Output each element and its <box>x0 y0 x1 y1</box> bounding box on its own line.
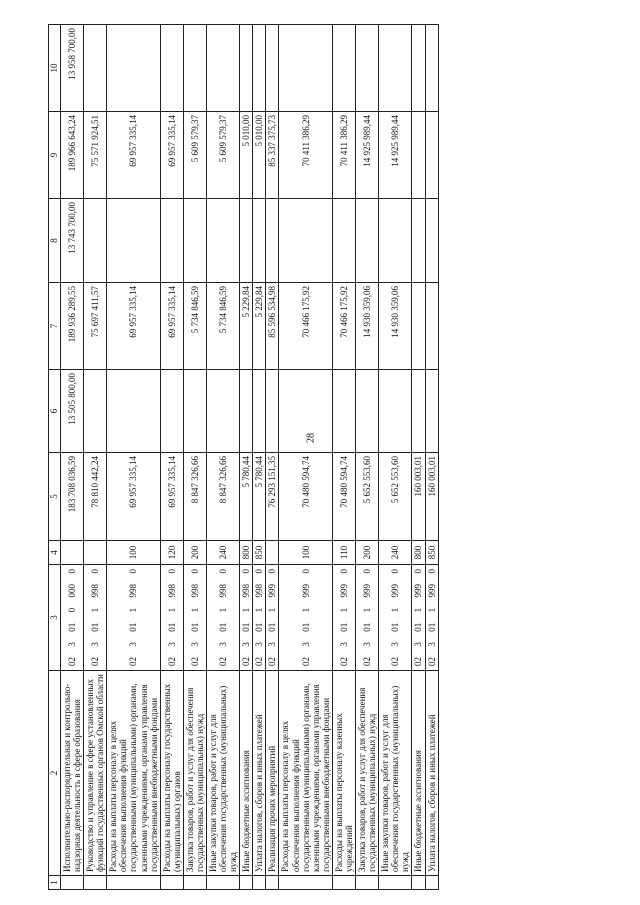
row-c6-cell <box>425 370 438 453</box>
code-part: 3 <box>189 642 200 647</box>
code-part: 1 <box>362 607 373 613</box>
row-c6-cell <box>207 370 240 453</box>
code-part: 3 <box>267 642 278 647</box>
code-parts <box>267 565 277 670</box>
row-c7-cell <box>412 283 425 370</box>
row-c7-cell: 14 930 359,06 <box>356 283 379 370</box>
row-c9-cell: 5 010,00 <box>253 112 266 199</box>
code-parts <box>128 565 138 670</box>
row-code-cell <box>332 565 355 671</box>
page-number: 28 <box>305 433 317 443</box>
row-c9-cell: 5 010,00 <box>240 112 253 199</box>
row-vr-cell <box>84 541 107 565</box>
code-part: 3 <box>218 642 229 647</box>
code-parts <box>413 565 423 670</box>
code-parts <box>218 565 228 670</box>
code-parts <box>254 565 264 670</box>
header-cell: 5 <box>49 453 61 541</box>
code-part: 01 <box>254 622 265 632</box>
row-c5-cell: 8 847 326,66 <box>207 453 240 541</box>
row-c10-cell <box>207 25 240 112</box>
header-cell: 9 <box>49 112 61 199</box>
row-c10-cell <box>266 25 279 112</box>
code-part: 999 <box>413 583 424 598</box>
code-part: 02 <box>426 657 437 666</box>
row-c8-cell <box>266 199 279 283</box>
header-cell: 10 <box>49 25 61 112</box>
rotated-page-content <box>48 25 632 890</box>
code-part: 3 <box>128 642 139 647</box>
code-part: 02 <box>90 657 101 666</box>
row-name-cell: Расходы на выплаты персоналу в целях обеспечения выполнения функций государственными (муниципальными) органами, казенными учреждениями, органами управления государственными внебюджетными фондами <box>279 671 332 876</box>
row-c7-cell: 75 697 411,57 <box>84 283 107 370</box>
row-code-cell <box>84 565 107 671</box>
code-part: 02 <box>338 657 349 666</box>
row-name-cell: Уплата налогов, сборов и иных платежей <box>425 671 438 876</box>
header-cell: 2 <box>49 671 61 876</box>
row-name-cell: Иные бюджетные ассигнования <box>412 671 425 876</box>
row-index-cell <box>240 876 253 890</box>
row-index-cell <box>425 876 438 890</box>
code-part: 01 <box>90 622 101 632</box>
row-code-cell <box>160 565 183 671</box>
row-vr-cell: 850 <box>253 541 266 565</box>
row-c7-cell <box>425 283 438 370</box>
code-part: 02 <box>390 657 401 666</box>
row-c9-cell: 75 571 924,51 <box>84 112 107 199</box>
row-c6-cell <box>107 370 160 453</box>
code-part: 3 <box>338 642 349 647</box>
row-c10-cell <box>412 25 425 112</box>
code-part: 01 <box>67 622 78 632</box>
table-row <box>107 25 160 890</box>
row-c6-cell <box>279 370 332 453</box>
row-c7-cell: 85 596 534,98 <box>266 283 279 370</box>
row-c10-cell: 13 958 700,00 <box>61 25 84 112</box>
code-part: 1 <box>338 607 349 613</box>
code-part: 3 <box>390 642 401 647</box>
code-part: 02 <box>300 657 311 666</box>
row-index-cell <box>84 876 107 890</box>
row-c9-cell: 70 411 386,29 <box>279 112 332 199</box>
row-name-cell: Руководство и управление в сфере установленных функций государственных органов Омской области <box>84 671 107 876</box>
row-c10-cell <box>107 25 160 112</box>
code-part: 000 <box>67 583 78 598</box>
code-part: 0 <box>362 569 373 574</box>
row-code-cell <box>61 565 84 671</box>
row-index-cell <box>332 876 355 890</box>
row-c9-cell: 69 957 335,14 <box>107 112 160 199</box>
code-part: 0 <box>67 607 78 613</box>
table-row <box>84 25 107 890</box>
row-c8-cell <box>332 199 355 283</box>
row-c5-cell: 70 480 594,74 <box>332 453 355 541</box>
row-code-cell <box>356 565 379 671</box>
code-part: 998 <box>254 583 265 598</box>
row-c6-cell <box>253 370 266 453</box>
row-vr-cell: 800 <box>240 541 253 565</box>
row-c5-cell: 69 957 335,14 <box>107 453 160 541</box>
table-row <box>183 25 206 890</box>
row-c6-cell <box>240 370 253 453</box>
row-c5-cell: 160 003,01 <box>412 453 425 541</box>
code-parts <box>90 565 100 670</box>
table-row <box>266 25 279 890</box>
row-c7-cell: 69 957 335,14 <box>107 283 160 370</box>
budget-table <box>48 24 439 890</box>
header-cell: 8 <box>49 199 61 283</box>
row-vr-cell: 120 <box>160 541 183 565</box>
row-name-cell: Реализация прочих мероприятий <box>266 671 279 876</box>
row-name-cell: Иные бюджетные ассигнования <box>240 671 253 876</box>
code-parts <box>167 565 177 670</box>
row-c10-cell <box>160 25 183 112</box>
row-c5-cell: 160 003,01 <box>425 453 438 541</box>
row-vr-cell: 110 <box>332 541 355 565</box>
code-part: 998 <box>166 583 177 598</box>
code-part: 01 <box>362 622 373 632</box>
code-part: 0 <box>413 569 424 574</box>
row-c9-cell <box>412 112 425 199</box>
row-name-cell: Уплата налогов, сборов и иных платежей <box>253 671 266 876</box>
row-c8-cell <box>207 199 240 283</box>
row-code-cell <box>240 565 253 671</box>
row-name-cell: Исполнительно-распорядительная и контрольно-надзорная деятельность в сфере образования <box>61 671 84 876</box>
row-c7-cell: 14 930 359,06 <box>379 283 412 370</box>
code-part: 999 <box>362 583 373 598</box>
code-part: 0 <box>67 569 78 574</box>
row-index-cell <box>379 876 412 890</box>
code-part: 999 <box>390 583 401 598</box>
row-c9-cell: 189 966 643,24 <box>61 112 84 199</box>
code-part: 1 <box>300 607 311 613</box>
table-row <box>379 25 412 890</box>
row-c5-cell: 5 780,44 <box>253 453 266 541</box>
table-row <box>160 25 183 890</box>
code-part: 1 <box>166 607 177 613</box>
table-row <box>279 25 332 890</box>
row-c10-cell <box>84 25 107 112</box>
table-row <box>425 25 438 890</box>
code-part: 1 <box>267 607 278 613</box>
code-parts <box>301 565 311 670</box>
code-part: 1 <box>189 607 200 613</box>
row-c9-cell: 14 925 989,44 <box>356 112 379 199</box>
code-parts <box>390 565 400 670</box>
row-c5-cell: 5 780,44 <box>240 453 253 541</box>
row-c7-cell: 70 466 175,92 <box>332 283 355 370</box>
row-c6-cell <box>266 370 279 453</box>
row-index-cell <box>412 876 425 890</box>
code-part: 0 <box>166 569 177 574</box>
row-c8-cell <box>279 199 332 283</box>
table-row <box>412 25 425 890</box>
code-part: 02 <box>241 657 252 666</box>
code-part: 0 <box>300 569 311 574</box>
code-part: 3 <box>413 642 424 647</box>
row-vr-cell: 850 <box>425 541 438 565</box>
row-c6-cell <box>412 370 425 453</box>
row-c9-cell: 85 337 375,73 <box>266 112 279 199</box>
header-cell: 4 <box>49 541 61 565</box>
row-vr-cell <box>266 541 279 565</box>
code-part: 998 <box>90 583 101 598</box>
code-part: 3 <box>426 642 437 647</box>
row-c7-cell: 5 229,84 <box>253 283 266 370</box>
row-name-cell: Закупка товаров, работ и услуг для обеспечения государственных (муниципальных) нужд <box>356 671 379 876</box>
code-part: 0 <box>189 569 200 574</box>
header-cell: 6 <box>49 370 61 453</box>
row-c8-cell <box>412 199 425 283</box>
row-c5-cell: 78 810 442,24 <box>84 453 107 541</box>
code-part: 999 <box>338 583 349 598</box>
code-part: 02 <box>254 657 265 666</box>
row-index-cell <box>160 876 183 890</box>
row-c6-cell <box>356 370 379 453</box>
code-part: 998 <box>128 583 139 598</box>
row-c10-cell <box>332 25 355 112</box>
row-c9-cell: 5 609 579,37 <box>183 112 206 199</box>
code-part: 3 <box>241 642 252 647</box>
code-part: 0 <box>254 569 265 574</box>
row-c6-cell <box>183 370 206 453</box>
code-parts <box>190 565 200 670</box>
code-part: 3 <box>362 642 373 647</box>
row-vr-cell <box>61 541 84 565</box>
row-code-cell <box>379 565 412 671</box>
row-code-cell <box>183 565 206 671</box>
code-part: 0 <box>241 569 252 574</box>
row-name-cell: Расходы на выплаты персоналу в целях обеспечения выполнения функций государственными (муниципальными) органами, казенными учреждениями, органами управления государственными внебюджетными фондами <box>107 671 160 876</box>
code-part: 02 <box>166 657 177 666</box>
code-part: 3 <box>67 642 78 647</box>
code-part: 01 <box>413 622 424 632</box>
row-index-cell <box>107 876 160 890</box>
row-c8-cell <box>240 199 253 283</box>
row-code-cell <box>412 565 425 671</box>
row-c8-cell <box>107 199 160 283</box>
code-part: 0 <box>267 569 278 574</box>
code-part: 01 <box>241 622 252 632</box>
code-part: 1 <box>241 607 252 613</box>
code-part: 3 <box>300 642 311 647</box>
row-c10-cell <box>279 25 332 112</box>
code-parts <box>427 565 437 670</box>
code-part: 999 <box>426 583 437 598</box>
code-part: 02 <box>267 657 278 666</box>
row-vr-cell: 200 <box>356 541 379 565</box>
row-c8-cell <box>253 199 266 283</box>
code-parts <box>241 565 251 670</box>
code-part: 01 <box>300 622 311 632</box>
code-part: 999 <box>267 583 278 598</box>
table-row <box>207 25 240 890</box>
code-part: 02 <box>189 657 200 666</box>
row-c10-cell <box>240 25 253 112</box>
header-row <box>49 25 61 890</box>
table-row <box>240 25 253 890</box>
code-part: 0 <box>390 569 401 574</box>
code-part: 1 <box>218 607 229 613</box>
code-part: 3 <box>90 642 101 647</box>
row-index-cell <box>356 876 379 890</box>
table-row <box>332 25 355 890</box>
code-part: 02 <box>218 657 229 666</box>
row-c8-cell <box>160 199 183 283</box>
row-c9-cell: 69 957 335,14 <box>160 112 183 199</box>
code-part: 0 <box>426 569 437 574</box>
row-c7-cell: 5 229,84 <box>240 283 253 370</box>
row-c5-cell: 70 480 594,74 <box>279 453 332 541</box>
row-c5-cell: 5 652 553,60 <box>379 453 412 541</box>
row-c8-cell <box>356 199 379 283</box>
row-code-cell <box>253 565 266 671</box>
row-c9-cell: 5 609 579,37 <box>207 112 240 199</box>
row-c7-cell: 5 734 846,59 <box>183 283 206 370</box>
header-cell: 7 <box>49 283 61 370</box>
row-c10-cell <box>183 25 206 112</box>
table-row <box>253 25 266 890</box>
row-c7-cell: 189 936 289,55 <box>61 283 84 370</box>
row-c9-cell <box>425 112 438 199</box>
row-index-cell <box>183 876 206 890</box>
row-name-cell: Иные закупки товаров, работ и услуг для обеспечения государственных (муниципальных) нужд <box>207 671 240 876</box>
code-part: 02 <box>413 657 424 666</box>
row-vr-cell: 100 <box>279 541 332 565</box>
row-name-cell: Расходы на выплаты персоналу казенных учреждений <box>332 671 355 876</box>
row-c8-cell <box>425 199 438 283</box>
row-c6-cell <box>379 370 412 453</box>
code-part: 1 <box>254 607 265 613</box>
row-index-cell <box>279 876 332 890</box>
row-vr-cell: 240 <box>207 541 240 565</box>
row-index-cell <box>266 876 279 890</box>
row-c5-cell: 5 652 553,60 <box>356 453 379 541</box>
code-part: 1 <box>90 607 101 613</box>
row-code-cell <box>266 565 279 671</box>
row-vr-cell: 240 <box>379 541 412 565</box>
code-part: 0 <box>128 569 139 574</box>
row-c6-cell <box>332 370 355 453</box>
row-code-cell <box>425 565 438 671</box>
code-part: 02 <box>128 657 139 666</box>
row-vr-cell: 200 <box>183 541 206 565</box>
code-part: 998 <box>241 583 252 598</box>
code-part: 01 <box>128 622 139 632</box>
row-c6-cell <box>160 370 183 453</box>
row-c8-cell <box>183 199 206 283</box>
row-index-cell <box>253 876 266 890</box>
code-part: 1 <box>390 607 401 613</box>
code-part: 01 <box>267 622 278 632</box>
code-part: 1 <box>413 607 424 613</box>
row-c10-cell <box>425 25 438 112</box>
header-cell: 3 <box>49 565 61 671</box>
row-code-cell <box>279 565 332 671</box>
row-name-cell: Иные закупки товаров, работ и услуг для обеспечения государственных (муниципальных) нужд <box>379 671 412 876</box>
code-part: 0 <box>218 569 229 574</box>
row-c8-cell <box>379 199 412 283</box>
code-part: 998 <box>189 583 200 598</box>
code-part: 01 <box>166 622 177 632</box>
code-part: 998 <box>218 583 229 598</box>
row-c9-cell: 14 925 989,44 <box>379 112 412 199</box>
row-c6-cell: 13 505 800,00 <box>61 370 84 453</box>
code-part: 01 <box>390 622 401 632</box>
code-part: 3 <box>166 642 177 647</box>
row-c7-cell: 5 734 846,59 <box>207 283 240 370</box>
code-parts <box>362 565 372 670</box>
row-name-cell: Расходы на выплаты персоналу государственных (муниципальных) органов <box>160 671 183 876</box>
code-part: 999 <box>300 583 311 598</box>
row-index-cell <box>61 876 84 890</box>
code-part: 01 <box>338 622 349 632</box>
code-part: 0 <box>338 569 349 574</box>
row-c8-cell <box>84 199 107 283</box>
row-c6-cell <box>84 370 107 453</box>
code-part: 1 <box>426 607 437 613</box>
table-row <box>356 25 379 890</box>
row-vr-cell: 100 <box>107 541 160 565</box>
code-part: 0 <box>90 569 101 574</box>
row-c5-cell: 183 708 036,59 <box>61 453 84 541</box>
table-body <box>61 25 439 890</box>
row-c10-cell <box>379 25 412 112</box>
code-part: 1 <box>128 607 139 613</box>
table-row <box>61 25 84 890</box>
code-part: 01 <box>218 622 229 632</box>
row-c5-cell: 8 847 326,66 <box>183 453 206 541</box>
row-c7-cell: 70 466 175,92 <box>279 283 332 370</box>
row-code-cell <box>207 565 240 671</box>
row-c7-cell: 69 957 335,14 <box>160 283 183 370</box>
row-name-cell: Закупка товаров, работ и услуг для обеспечения государственных (муниципальных) нужд <box>183 671 206 876</box>
header-cell: 1 <box>49 876 61 890</box>
code-parts <box>67 565 77 670</box>
code-part: 02 <box>67 657 78 666</box>
row-c10-cell <box>356 25 379 112</box>
row-c10-cell <box>253 25 266 112</box>
code-parts <box>339 565 349 670</box>
row-code-cell <box>107 565 160 671</box>
row-index-cell <box>207 876 240 890</box>
row-c5-cell: 76 293 151,35 <box>266 453 279 541</box>
row-vr-cell: 800 <box>412 541 425 565</box>
row-c8-cell: 13 743 700,00 <box>61 199 84 283</box>
code-part: 3 <box>254 642 265 647</box>
row-c9-cell: 70 411 386,29 <box>332 112 355 199</box>
code-part: 01 <box>426 622 437 632</box>
code-part: 02 <box>362 657 373 666</box>
code-part: 01 <box>189 622 200 632</box>
row-c5-cell: 69 957 335,14 <box>160 453 183 541</box>
